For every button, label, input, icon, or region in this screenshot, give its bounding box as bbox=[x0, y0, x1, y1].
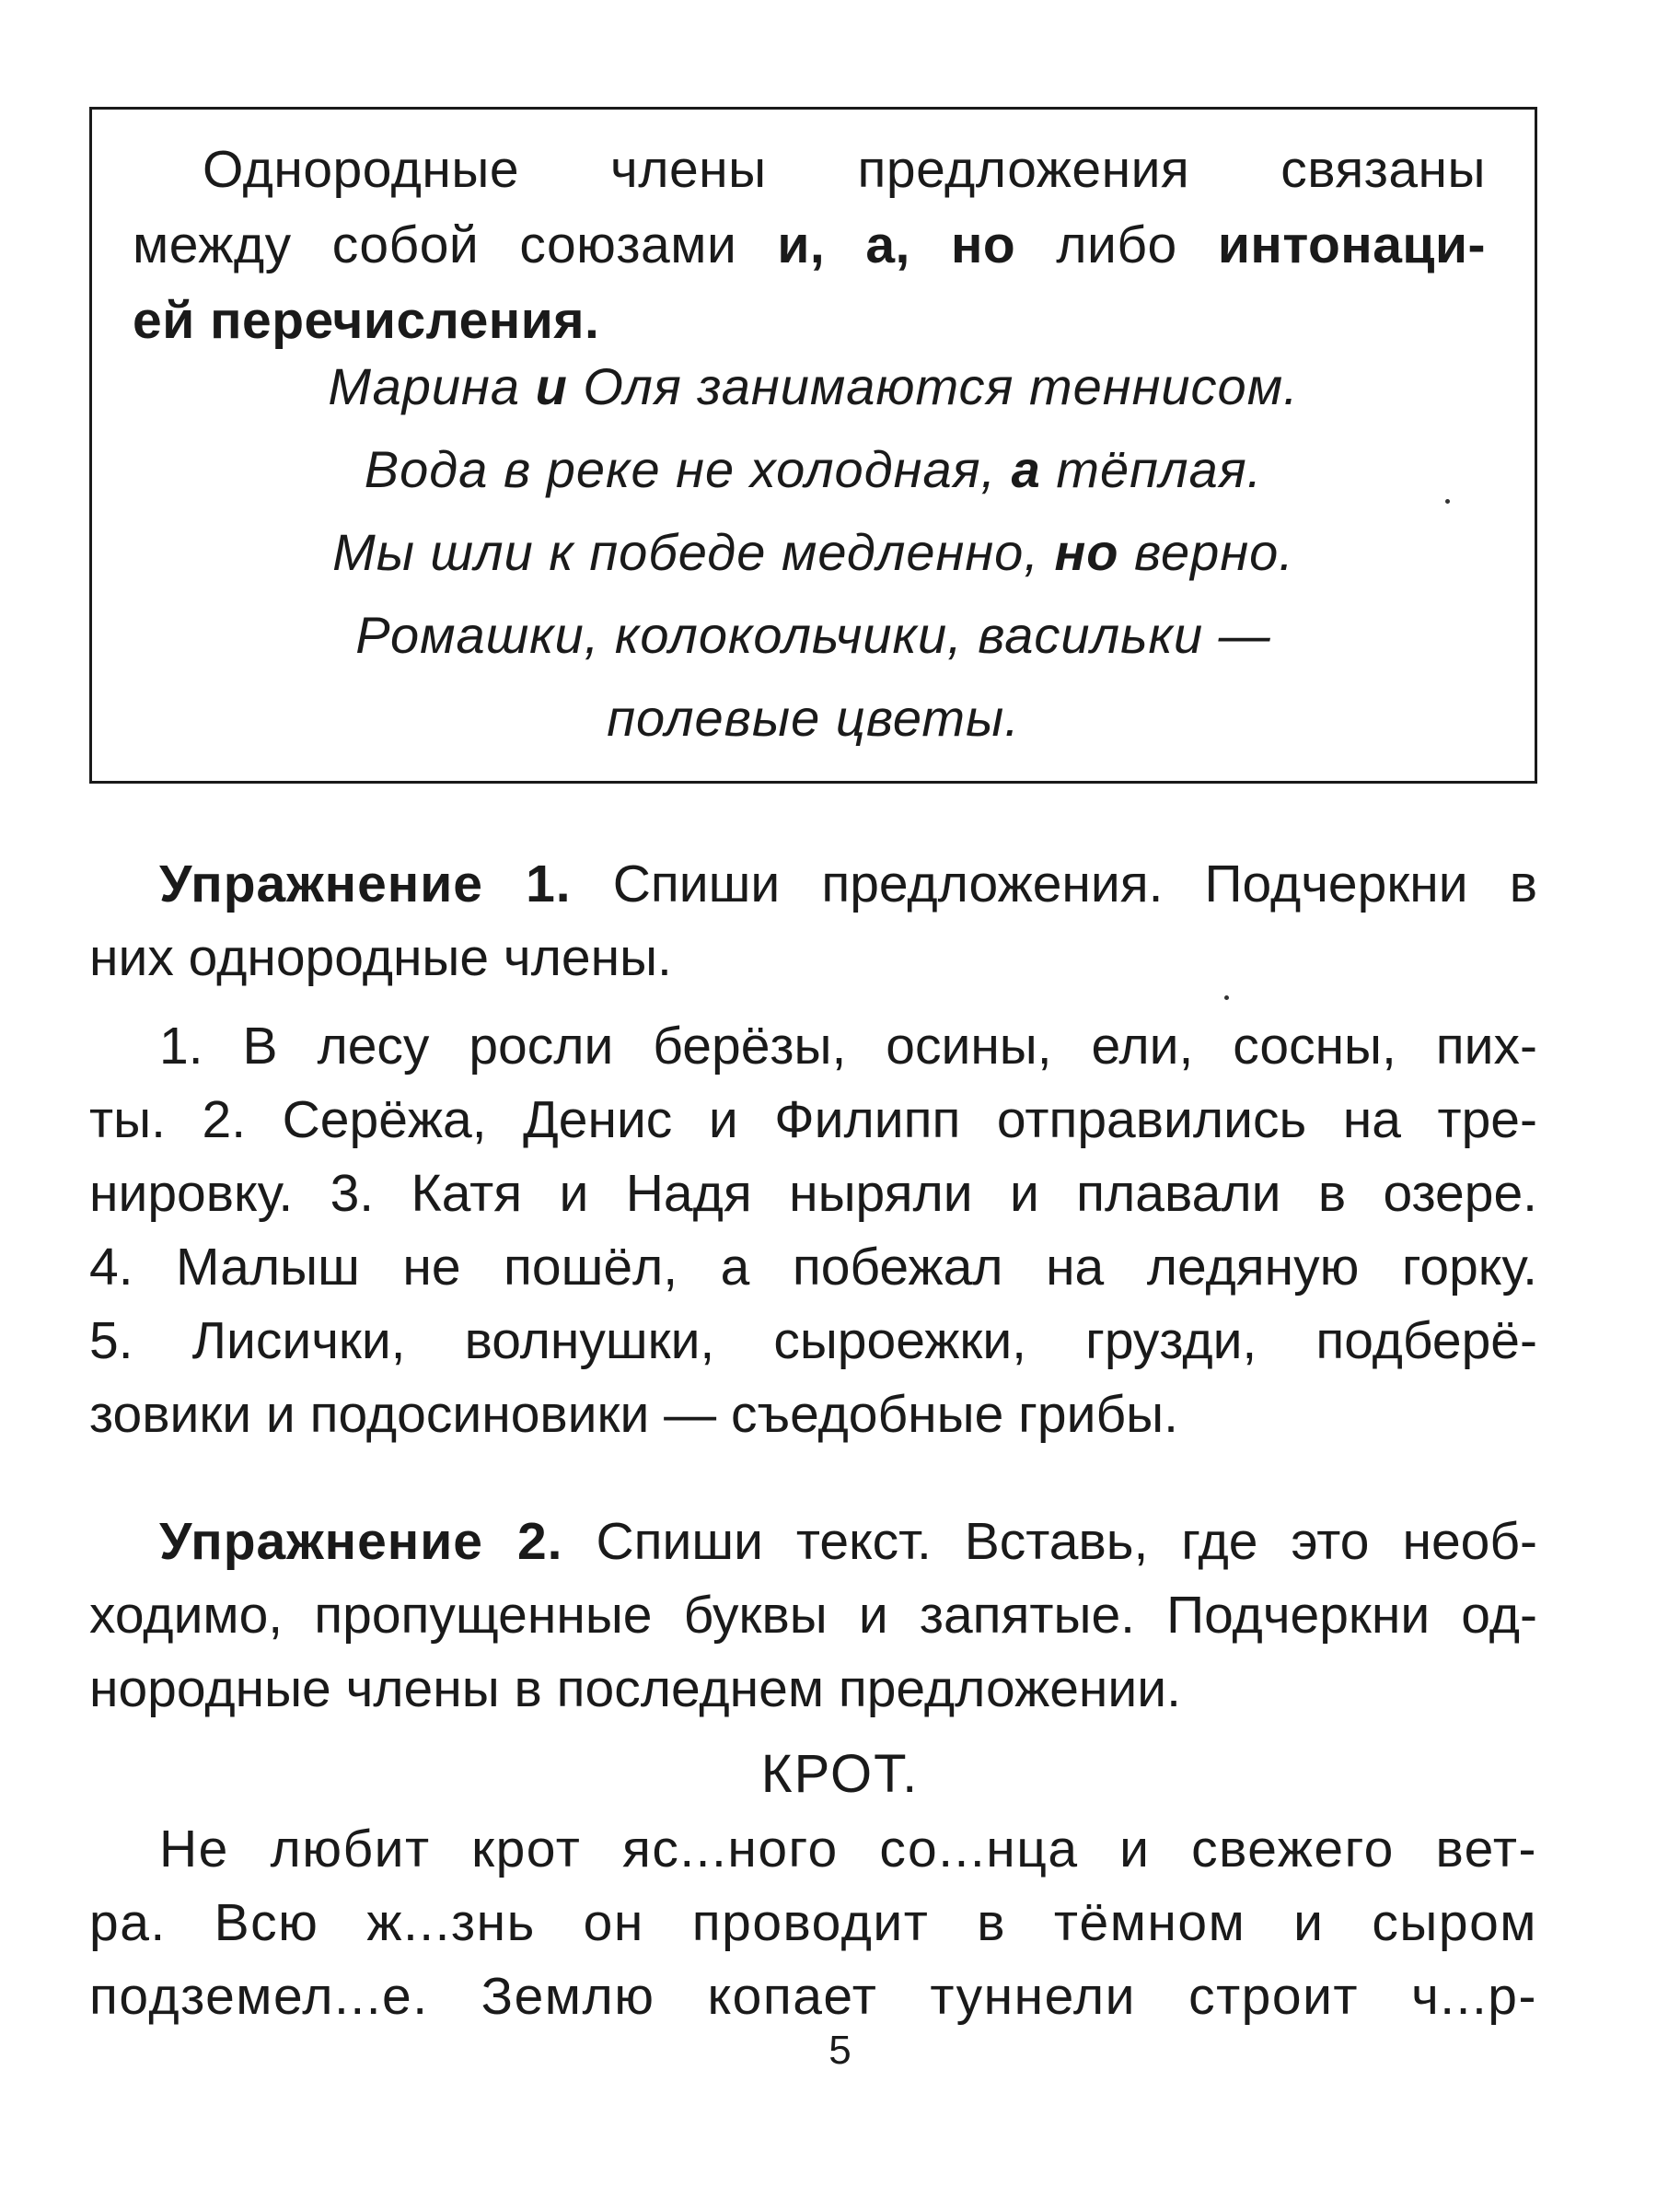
exercise-1-task-line bbox=[89, 921, 1537, 994]
text-line bbox=[89, 1886, 1537, 1960]
exercise-2-task-text: нородные члены в последнем предложении. bbox=[89, 1659, 1181, 1718]
exercise-1-line-text: 1. В лесу росли берёзы, осины, ели, сосны, пих- bbox=[159, 1017, 1537, 1076]
exercise-2-task-line bbox=[89, 1505, 1537, 1578]
text-line-content: Не любит крот яс...ного со...нца и свежего вет- bbox=[159, 1820, 1537, 1878]
rule-line-2 bbox=[133, 207, 1486, 283]
exercise-1-title: Упражнение 1. bbox=[159, 855, 572, 913]
exercise-1-line-text: 4. Малыш не пошёл, а побежал на ледяную горку. bbox=[89, 1238, 1537, 1297]
exercise-1-line-text: ты. 2. Серёжа, Денис и Филипп отправились на тре- bbox=[89, 1090, 1537, 1149]
exercise-2-task-text: ходимо, пропущенные буквы и запятые. Подчеркни од- bbox=[89, 1586, 1537, 1645]
example-text: Оля занимаются теннисом. bbox=[567, 357, 1299, 415]
example-line bbox=[92, 677, 1535, 760]
example-text: верно. bbox=[1118, 523, 1294, 581]
example-text: полевые цветы. bbox=[607, 689, 1020, 747]
exercise-1-sentences bbox=[89, 1009, 1537, 1451]
exercise-1-line bbox=[89, 1304, 1537, 1378]
example-conjunction: но bbox=[1054, 523, 1119, 581]
print-speck bbox=[1445, 499, 1450, 504]
exercise-1-task-text: них однородные члены. bbox=[89, 928, 672, 987]
example-text: Мы шли к победе медленно, bbox=[332, 523, 1055, 581]
rule-conjunctions: и, а, но bbox=[777, 215, 1016, 274]
exercise-1-task bbox=[89, 847, 1537, 994]
text-line-content: подземел...е. Землю копает туннели строит ч...р- bbox=[89, 1967, 1537, 2026]
print-speck bbox=[1224, 995, 1229, 1000]
exercise-1-task-line bbox=[89, 847, 1537, 921]
example-line bbox=[92, 594, 1535, 677]
example-text: тёплая. bbox=[1040, 440, 1263, 498]
page-number: 5 bbox=[828, 2028, 852, 2073]
rule-enumeration: ей перечисления. bbox=[133, 291, 600, 350]
exercise-2-task bbox=[89, 1505, 1537, 1726]
exercise-1-line-text: зовики и подосиновики — съедобные грибы. bbox=[89, 1385, 1178, 1444]
text-body bbox=[89, 1812, 1537, 2033]
exercise-2-title: Упражнение 2. bbox=[159, 1512, 563, 1571]
rule-examples bbox=[92, 345, 1535, 760]
rule-intonation: интонаци- bbox=[1217, 215, 1486, 274]
rule-box bbox=[89, 107, 1537, 784]
rule-line-2-part-a: между собой союзами bbox=[133, 215, 778, 274]
example-line bbox=[92, 428, 1535, 511]
rule-text bbox=[133, 132, 1486, 358]
text-title: КРОТ. bbox=[760, 1744, 920, 1804]
text-line bbox=[89, 1960, 1537, 2033]
exercise-2-task-text: Спиши текст. Вставь, где это необ- bbox=[562, 1512, 1537, 1571]
example-text: Ромашки, колокольчики, васильки — bbox=[355, 606, 1271, 664]
text-line-content: ра. Всю ж...знь он проводит в тёмном и сыром bbox=[89, 1893, 1537, 1952]
example-text: Марина bbox=[328, 357, 536, 415]
exercise-1-line-text: нировку. 3. Катя и Надя ныряли и плавали в озере. bbox=[89, 1164, 1537, 1223]
text-line bbox=[89, 1812, 1537, 1886]
rule-line-1 bbox=[133, 132, 1486, 207]
exercise-1-line bbox=[89, 1157, 1537, 1230]
exercise-1-line bbox=[89, 1083, 1537, 1157]
exercise-2-task-line bbox=[89, 1578, 1537, 1652]
exercise-1-line bbox=[89, 1009, 1537, 1083]
rule-line-2-part-c: либо bbox=[1015, 215, 1218, 274]
exercise-2-task-line bbox=[89, 1652, 1537, 1726]
example-line bbox=[92, 345, 1535, 428]
exercise-1-line bbox=[89, 1378, 1537, 1451]
example-conjunction: и bbox=[535, 357, 568, 415]
example-text: Вода в реке не холодная, bbox=[364, 440, 1012, 498]
rule-line-1-text: Однородные члены предложения связаны bbox=[203, 140, 1486, 199]
exercise-1-task-text: Спиши предложения. Подчеркни в bbox=[571, 855, 1537, 913]
exercise-1-line bbox=[89, 1230, 1537, 1304]
exercise-1-line-text: 5. Лисички, волнушки, сыроежки, грузди, подберё- bbox=[89, 1311, 1537, 1370]
example-line bbox=[92, 511, 1535, 594]
example-conjunction: а bbox=[1011, 440, 1041, 498]
